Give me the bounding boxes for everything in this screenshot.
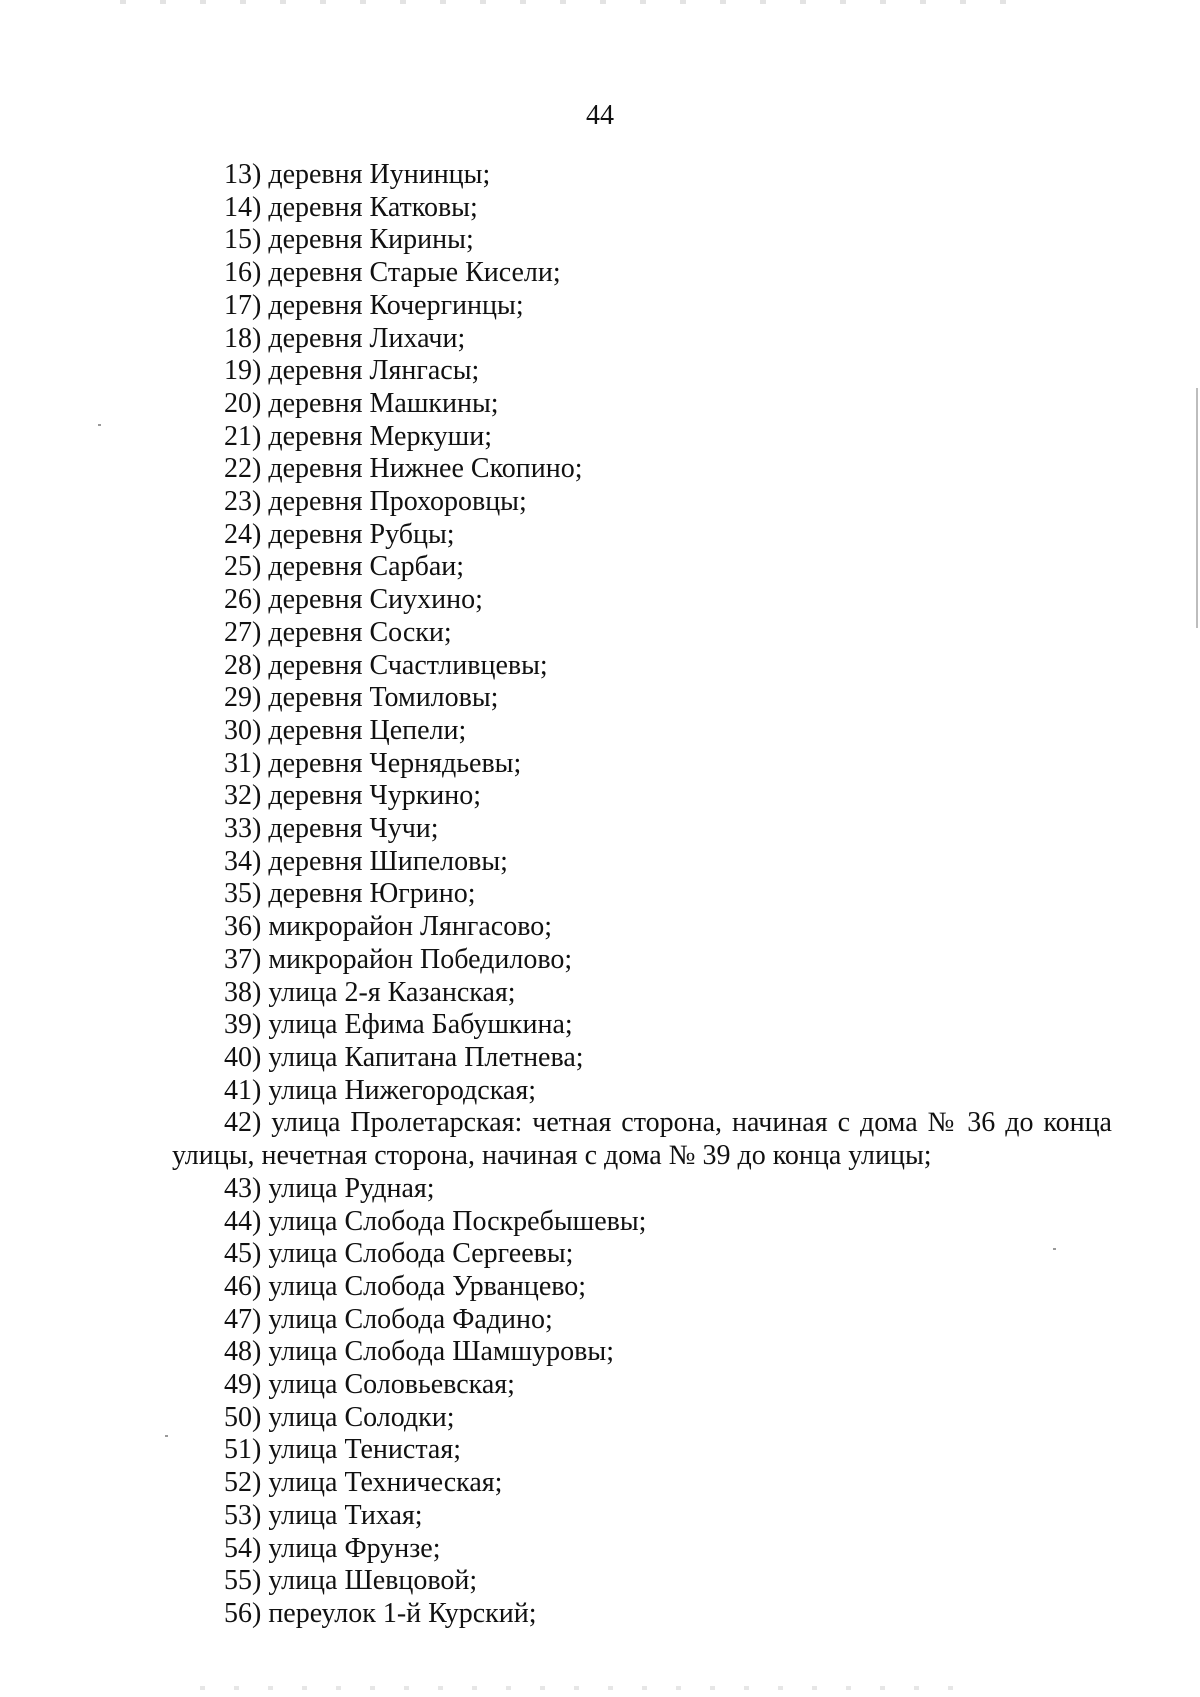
- list-item: 25) деревня Сарбаи;: [224, 551, 465, 583]
- list-item: 48) улица Слобода Шамшуровы;: [224, 1336, 614, 1368]
- list-item: 22) деревня Нижнее Скопино;: [224, 453, 583, 485]
- list-item: 42) улица Пролетарская: четная сторона, начиная с дома № 36 до конца улицы, нечетная сторона, начиная с дома № 39 до конца улицы;: [172, 1107, 1112, 1172]
- list-item: 36) микрорайон Лянгасово;: [224, 911, 553, 943]
- list-item: 30) деревня Цепели;: [224, 714, 467, 746]
- list-item: 15) деревня Кирины;: [224, 224, 474, 256]
- list-item: 28) деревня Счастливцевы;: [224, 649, 548, 681]
- list-item: 45) улица Слобода Сергеевы;: [224, 1238, 574, 1270]
- list-item: 39) улица Ефима Бабушкина;: [224, 1009, 573, 1041]
- list-item: 26) деревня Сиухино;: [224, 584, 483, 616]
- list-item: 51) улица Тенистая;: [224, 1434, 461, 1466]
- list-item: 19) деревня Лянгасы;: [224, 355, 480, 387]
- list-item: 18) деревня Лихачи;: [224, 322, 466, 354]
- scan-speck: [165, 1435, 168, 1437]
- list-item: 27) деревня Соски;: [224, 616, 452, 648]
- list-item: 33) деревня Чучи;: [224, 813, 439, 845]
- list-item: 55) улица Шевцовой;: [224, 1565, 478, 1597]
- list-item: 44) улица Слобода Поскребышевы;: [224, 1205, 647, 1237]
- scan-edge-noise-top: [120, 0, 1020, 4]
- list-item: 13) деревня Иунинцы;: [224, 159, 491, 190]
- list-item: 37) микрорайон Победилово;: [224, 943, 573, 975]
- scan-edge-line: [1196, 388, 1198, 628]
- list-item: 31) деревня Чернядьевы;: [224, 747, 522, 779]
- scan-speck: [98, 424, 101, 426]
- list-item: 16) деревня Старые Кисели;: [224, 257, 561, 289]
- page-number: 44: [586, 100, 614, 131]
- settlement-list: [172, 159, 1112, 1631]
- list-item: 24) деревня Рубцы;: [224, 518, 455, 550]
- list-item: 40) улица Капитана Плетнева;: [224, 1041, 584, 1073]
- list-item: 47) улица Слобода Фадино;: [224, 1303, 553, 1335]
- list-item: 49) улица Соловьевская;: [224, 1369, 515, 1401]
- list-item: 52) улица Техническая;: [224, 1467, 503, 1499]
- list-item: 41) улица Нижегородская;: [224, 1074, 536, 1106]
- list-item: 32) деревня Чуркино;: [224, 780, 482, 812]
- list-item: 46) улица Слобода Урванцево;: [224, 1270, 587, 1302]
- list-item: 21) деревня Меркуши;: [224, 420, 492, 452]
- list-item: 14) деревня Катковы;: [224, 191, 478, 223]
- list-item: 35) деревня Югрино;: [224, 878, 476, 910]
- list-item: 56) переулок 1-й Курский;: [224, 1597, 537, 1629]
- list-item: 50) улица Солодки;: [224, 1401, 455, 1433]
- list-item: 17) деревня Кочергинцы;: [224, 289, 524, 321]
- scan-edge-noise-bottom: [200, 1686, 960, 1690]
- scan-speck: [1053, 1248, 1056, 1250]
- list-item: 20) деревня Машкины;: [224, 387, 499, 419]
- list-item: 38) улица 2-я Казанская;: [224, 976, 516, 1008]
- list-item: 53) улица Тихая;: [224, 1499, 423, 1531]
- list-item: 34) деревня Шипеловы;: [224, 845, 508, 877]
- list-item: 29) деревня Томиловы;: [224, 682, 499, 714]
- list-item: 43) улица Рудная;: [224, 1172, 435, 1204]
- list-item: 23) деревня Прохоровцы;: [224, 486, 527, 518]
- list-item: 54) улица Фрунзе;: [224, 1532, 441, 1564]
